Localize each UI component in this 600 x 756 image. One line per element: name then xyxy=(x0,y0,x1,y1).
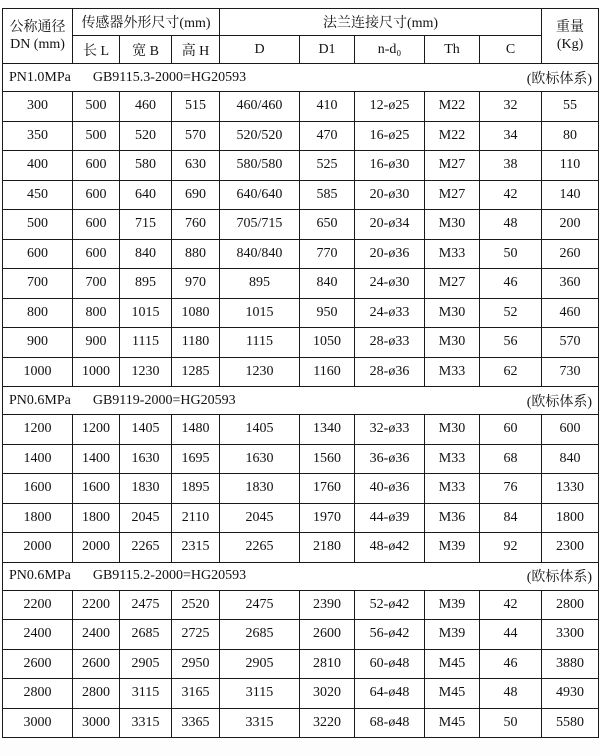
cell: 16-ø25 xyxy=(355,121,425,151)
cell: 1800 xyxy=(542,503,599,533)
cell: 2400 xyxy=(73,620,120,650)
system-label: (欧标体系) xyxy=(526,394,593,410)
cell: 2000 xyxy=(3,533,73,563)
cell: 68 xyxy=(480,444,542,474)
cell: 2685 xyxy=(220,620,300,650)
cell: M33 xyxy=(425,474,480,504)
cell: 705/715 xyxy=(220,210,300,240)
section-row xyxy=(3,64,599,92)
cell: M45 xyxy=(425,708,480,738)
table-row xyxy=(3,590,599,620)
cell: 2200 xyxy=(3,590,73,620)
cell: 460/460 xyxy=(220,92,300,122)
cell: 2800 xyxy=(73,679,120,709)
cell: 500 xyxy=(73,121,120,151)
cell: 570 xyxy=(172,121,220,151)
standard-label: GB9115.2-2000=HG20593 xyxy=(92,568,247,583)
section-cell xyxy=(3,387,599,415)
cell: 450 xyxy=(3,180,73,210)
cell: 46 xyxy=(480,269,542,299)
cell: 1405 xyxy=(220,415,300,445)
cell: 260 xyxy=(542,239,599,269)
table-row xyxy=(3,415,599,445)
table-row xyxy=(3,444,599,474)
header-dn xyxy=(3,9,73,64)
header-dn-line1: 公称通径 xyxy=(9,19,66,35)
cell: 1180 xyxy=(172,328,220,358)
cell: 48 xyxy=(480,210,542,240)
cell: 2315 xyxy=(172,533,220,563)
cell: 32 xyxy=(480,92,542,122)
cell: M36 xyxy=(425,503,480,533)
cell: 4930 xyxy=(542,679,599,709)
cell: 40-ø36 xyxy=(355,474,425,504)
header-d1: D1 xyxy=(300,36,355,64)
cell: 3000 xyxy=(3,708,73,738)
cell: 3315 xyxy=(220,708,300,738)
standard-label: GB9119-2000=HG20593 xyxy=(92,392,236,408)
cell: M33 xyxy=(425,239,480,269)
cell: M45 xyxy=(425,649,480,679)
cell: 1285 xyxy=(172,357,220,387)
cell: 600 xyxy=(73,210,120,240)
cell: 32-ø33 xyxy=(355,415,425,445)
cell: 1630 xyxy=(120,444,172,474)
cell: 1480 xyxy=(172,415,220,445)
section-cell xyxy=(3,562,599,590)
cell: 470 xyxy=(300,121,355,151)
cell: 2265 xyxy=(220,533,300,563)
cell: 900 xyxy=(3,328,73,358)
cell: 700 xyxy=(3,269,73,299)
cell: 24-ø33 xyxy=(355,298,425,328)
cell: 895 xyxy=(220,269,300,299)
cell: 580/580 xyxy=(220,151,300,181)
header-sensor-group: 传感器外形尺寸(mm) xyxy=(73,9,220,36)
cell: M33 xyxy=(425,444,480,474)
cell: 20-ø30 xyxy=(355,180,425,210)
cell: 900 xyxy=(73,328,120,358)
cell: 200 xyxy=(542,210,599,240)
cell: M30 xyxy=(425,415,480,445)
cell: 350 xyxy=(3,121,73,151)
cell: 2475 xyxy=(220,590,300,620)
cell: 1400 xyxy=(3,444,73,474)
cell: 68-ø48 xyxy=(355,708,425,738)
cell: 140 xyxy=(542,180,599,210)
header-th: Th xyxy=(425,36,480,64)
cell: M22 xyxy=(425,92,480,122)
cell: 3115 xyxy=(120,679,172,709)
header-dn-line2: DN (mm) xyxy=(10,37,65,52)
header-n-d0: n-d₀ xyxy=(355,36,425,64)
cell: 2300 xyxy=(542,533,599,563)
table-row xyxy=(3,269,599,299)
cell: 3300 xyxy=(542,620,599,650)
cell: 2810 xyxy=(300,649,355,679)
cell: 460 xyxy=(120,92,172,122)
table-row xyxy=(3,357,599,387)
cell: 36-ø36 xyxy=(355,444,425,474)
cell: 640 xyxy=(120,180,172,210)
cell: 1760 xyxy=(300,474,355,504)
cell: 20-ø36 xyxy=(355,239,425,269)
cell: 52 xyxy=(480,298,542,328)
cell: M33 xyxy=(425,357,480,387)
table-row xyxy=(3,151,599,181)
cell: 60-ø48 xyxy=(355,649,425,679)
cell: 52-ø42 xyxy=(355,590,425,620)
cell: 700 xyxy=(73,269,120,299)
cell: 800 xyxy=(73,298,120,328)
cell: 38 xyxy=(480,151,542,181)
cell: 1000 xyxy=(73,357,120,387)
cell: M39 xyxy=(425,590,480,620)
cell: 1115 xyxy=(220,328,300,358)
cell: 400 xyxy=(3,151,73,181)
table-row xyxy=(3,503,599,533)
cell: 580 xyxy=(120,151,172,181)
cell: 3020 xyxy=(300,679,355,709)
cell: 1600 xyxy=(73,474,120,504)
cell: 2520 xyxy=(172,590,220,620)
cell: 2600 xyxy=(73,649,120,679)
cell: 3000 xyxy=(73,708,120,738)
cell: 60 xyxy=(480,415,542,445)
header-height: 高 H xyxy=(172,36,220,64)
cell: 3880 xyxy=(542,649,599,679)
header-length: 长 L xyxy=(73,36,120,64)
cell: 34 xyxy=(480,121,542,151)
header-d: D xyxy=(220,36,300,64)
cell: 1405 xyxy=(120,415,172,445)
table-row xyxy=(3,239,599,269)
cell: 42 xyxy=(480,590,542,620)
cell: 1970 xyxy=(300,503,355,533)
cell: 2905 xyxy=(120,649,172,679)
cell: 80 xyxy=(542,121,599,151)
cell: 360 xyxy=(542,269,599,299)
table-row xyxy=(3,474,599,504)
pressure-rating-label: PN0.6MPa xyxy=(9,568,71,583)
cell: 2390 xyxy=(300,590,355,620)
cell: 525 xyxy=(300,151,355,181)
cell: 2600 xyxy=(3,649,73,679)
cell: 600 xyxy=(73,239,120,269)
cell: 2950 xyxy=(172,649,220,679)
section-row xyxy=(3,387,599,415)
section-row xyxy=(3,562,599,590)
cell: 410 xyxy=(300,92,355,122)
header-c: C xyxy=(480,36,542,64)
cell: 2400 xyxy=(3,620,73,650)
cell: 1400 xyxy=(73,444,120,474)
cell: 1830 xyxy=(120,474,172,504)
cell: 640/640 xyxy=(220,180,300,210)
cell: 1830 xyxy=(220,474,300,504)
cell: 840/840 xyxy=(220,239,300,269)
cell: 56 xyxy=(480,328,542,358)
cell: 46 xyxy=(480,649,542,679)
pressure-rating-label: PN0.6MPa xyxy=(9,392,71,408)
cell: 600 xyxy=(3,239,73,269)
cell: 1330 xyxy=(542,474,599,504)
cell: 1160 xyxy=(300,357,355,387)
dimension-table xyxy=(2,8,599,738)
cell: 1695 xyxy=(172,444,220,474)
pressure-rating-label: PN1.0MPa xyxy=(9,69,71,85)
cell: 630 xyxy=(172,151,220,181)
cell: 24-ø30 xyxy=(355,269,425,299)
cell: 3165 xyxy=(172,679,220,709)
cell: 690 xyxy=(172,180,220,210)
cell: 28-ø36 xyxy=(355,357,425,387)
cell: 800 xyxy=(3,298,73,328)
cell: 16-ø30 xyxy=(355,151,425,181)
table-row xyxy=(3,679,599,709)
cell: 2200 xyxy=(73,590,120,620)
table-row xyxy=(3,92,599,122)
cell: 2685 xyxy=(120,620,172,650)
header-weight xyxy=(542,9,599,64)
cell: 3220 xyxy=(300,708,355,738)
cell: 20-ø34 xyxy=(355,210,425,240)
cell: M30 xyxy=(425,210,480,240)
cell: 2000 xyxy=(73,533,120,563)
cell: 520 xyxy=(120,121,172,151)
cell: 48-ø42 xyxy=(355,533,425,563)
header-flange-group: 法兰连接尺寸(mm) xyxy=(220,9,542,36)
cell: 64-ø48 xyxy=(355,679,425,709)
cell: 600 xyxy=(73,151,120,181)
cell: 2045 xyxy=(220,503,300,533)
cell: 42 xyxy=(480,180,542,210)
table-row xyxy=(3,180,599,210)
cell: 1000 xyxy=(3,357,73,387)
cell: 1015 xyxy=(120,298,172,328)
cell: 1630 xyxy=(220,444,300,474)
cell: 2905 xyxy=(220,649,300,679)
header-weight-line2: (Kg) xyxy=(556,37,584,52)
cell: 500 xyxy=(3,210,73,240)
cell: 2475 xyxy=(120,590,172,620)
standard-label: GB9115.3-2000=HG20593 xyxy=(92,69,247,85)
table-row xyxy=(3,620,599,650)
cell: 880 xyxy=(172,239,220,269)
table-row xyxy=(3,121,599,151)
cell: M27 xyxy=(425,269,480,299)
cell: 50 xyxy=(480,708,542,738)
table-row xyxy=(3,210,599,240)
cell: 50 xyxy=(480,239,542,269)
cell: 44-ø39 xyxy=(355,503,425,533)
cell: 1080 xyxy=(172,298,220,328)
cell: 1050 xyxy=(300,328,355,358)
cell: 300 xyxy=(3,92,73,122)
cell: 55 xyxy=(542,92,599,122)
cell: 3365 xyxy=(172,708,220,738)
cell: 2800 xyxy=(3,679,73,709)
cell: 840 xyxy=(542,444,599,474)
section-cell xyxy=(3,64,599,92)
system-label: (欧标体系) xyxy=(526,570,593,585)
cell: 1200 xyxy=(3,415,73,445)
cell: 715 xyxy=(120,210,172,240)
cell: 2725 xyxy=(172,620,220,650)
cell: 1600 xyxy=(3,474,73,504)
cell: 76 xyxy=(480,474,542,504)
cell: M39 xyxy=(425,620,480,650)
cell: 1230 xyxy=(220,357,300,387)
cell: 840 xyxy=(300,269,355,299)
cell: 1800 xyxy=(3,503,73,533)
cell: M27 xyxy=(425,151,480,181)
cell: 2045 xyxy=(120,503,172,533)
cell: M22 xyxy=(425,121,480,151)
header-width: 宽 B xyxy=(120,36,172,64)
cell: 3315 xyxy=(120,708,172,738)
cell: 460 xyxy=(542,298,599,328)
cell: 895 xyxy=(120,269,172,299)
cell: 3115 xyxy=(220,679,300,709)
table-row xyxy=(3,328,599,358)
cell: M45 xyxy=(425,679,480,709)
cell: 62 xyxy=(480,357,542,387)
cell: 770 xyxy=(300,239,355,269)
cell: 760 xyxy=(172,210,220,240)
header-weight-line1: 重量 xyxy=(556,19,585,35)
cell: 1115 xyxy=(120,328,172,358)
cell: 44 xyxy=(480,620,542,650)
cell: 1015 xyxy=(220,298,300,328)
cell: M39 xyxy=(425,533,480,563)
cell: 92 xyxy=(480,533,542,563)
cell: 650 xyxy=(300,210,355,240)
cell: 1340 xyxy=(300,415,355,445)
cell: M30 xyxy=(425,298,480,328)
cell: 970 xyxy=(172,269,220,299)
cell: 1230 xyxy=(120,357,172,387)
cell: 1560 xyxy=(300,444,355,474)
cell: 1800 xyxy=(73,503,120,533)
cell: 2180 xyxy=(300,533,355,563)
cell: 2265 xyxy=(120,533,172,563)
cell: 515 xyxy=(172,92,220,122)
table-row xyxy=(3,708,599,738)
cell: 585 xyxy=(300,180,355,210)
table-body xyxy=(3,64,599,738)
cell: 1895 xyxy=(172,474,220,504)
cell: 48 xyxy=(480,679,542,709)
cell: 500 xyxy=(73,92,120,122)
cell: 56-ø42 xyxy=(355,620,425,650)
table-row xyxy=(3,298,599,328)
cell: 5580 xyxy=(542,708,599,738)
cell: 570 xyxy=(542,328,599,358)
table-row xyxy=(3,533,599,563)
cell: 2800 xyxy=(542,590,599,620)
cell: 840 xyxy=(120,239,172,269)
cell: 1200 xyxy=(73,415,120,445)
cell: 730 xyxy=(542,357,599,387)
cell: 600 xyxy=(73,180,120,210)
cell: 28-ø33 xyxy=(355,328,425,358)
cell: 2600 xyxy=(300,620,355,650)
cell: 950 xyxy=(300,298,355,328)
cell: 2110 xyxy=(172,503,220,533)
table-row xyxy=(3,649,599,679)
system-label: (欧标体系) xyxy=(526,71,593,87)
cell: 520/520 xyxy=(220,121,300,151)
cell: M30 xyxy=(425,328,480,358)
cell: 84 xyxy=(480,503,542,533)
cell: 600 xyxy=(542,415,599,445)
cell: 12-ø25 xyxy=(355,92,425,122)
cell: M27 xyxy=(425,180,480,210)
cell: 110 xyxy=(542,151,599,181)
